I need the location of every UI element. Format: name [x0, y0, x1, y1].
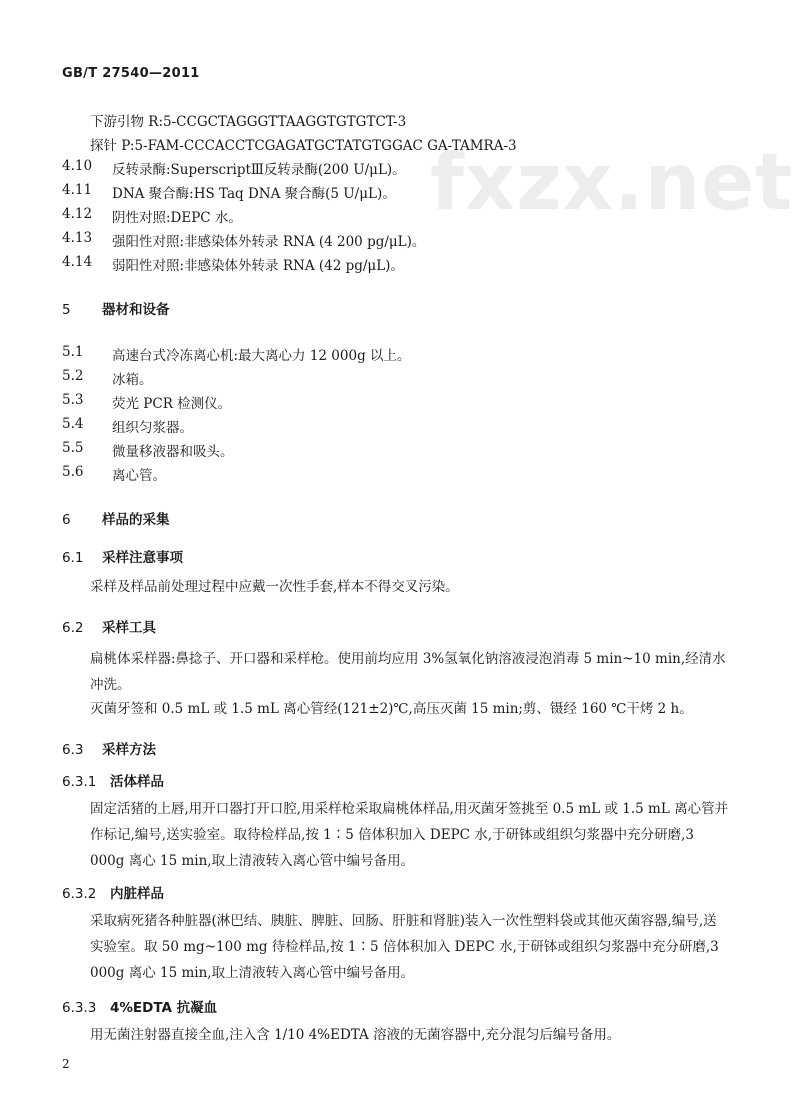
subsection-number: 6.3.2 [62, 886, 97, 902]
subsection-heading [62, 770, 164, 790]
subsection-title: 4%EDTA 抗凝血 [110, 1000, 218, 1016]
paragraph: 采取病死猪各种脏器(淋巴结、胰脏、脾脏、回肠、肝脏和肾脏)装入一次性塑料袋或其他灭菌容器,编号,送实验室。取 50 mg~100 mg 待检样品,按 1∶5 倍体积加入 DEPC 水,于研钵或组织匀浆器中充分研磨,3 000g 离心 15 min,取上清液转入离心管中编号备用。 [90, 913, 719, 981]
item-text: 荧光 PCR 检测仪。 [112, 396, 232, 412]
subsection-heading [62, 738, 156, 758]
item-text: DNA 聚合酶:HS Taq DNA 聚合酶(5 U/μL)。 [112, 186, 396, 202]
item-number: 4.14 [62, 254, 93, 270]
item-text: 高速台式冷冻离心机:最大离心力 12 000g 以上。 [112, 348, 411, 364]
item-number: 5.5 [62, 440, 84, 456]
section-heading [62, 298, 170, 318]
section-number: 5 [62, 302, 71, 318]
item-number: 4.13 [62, 230, 93, 246]
primer-line: 下游引物 R:5-CCGCTAGGGTTAAGGTGTGTCT-3 [90, 114, 407, 130]
section-title: 样品的采集 [102, 512, 170, 528]
item-text: 阴性对照:DEPC 水。 [112, 210, 242, 226]
item-text: 离心管。 [112, 468, 166, 484]
page-number: 2 [62, 1057, 70, 1071]
item-number: 5.6 [62, 464, 84, 480]
item-number: 4.12 [62, 206, 93, 222]
paragraph: 采样及样品前处理过程中应戴一次性手套,样本不得交叉污染。 [90, 579, 459, 595]
item-text: 强阳性对照:非感染体外转录 RNA (4 200 pg/μL)。 [112, 234, 426, 250]
item-number: 5.3 [62, 392, 84, 408]
subsection-heading [62, 546, 183, 566]
item-number: 4.11 [62, 182, 93, 198]
item-number: 5.1 [62, 344, 84, 360]
section-heading [62, 508, 170, 528]
subsection-number: 6.1 [62, 550, 84, 566]
subsection-title: 采样方法 [102, 742, 156, 758]
subsection-heading [62, 616, 156, 636]
item-text: 微量移液器和吸头。 [112, 444, 234, 460]
section-title: 器材和设备 [102, 302, 170, 318]
subsection-title: 活体样品 [110, 774, 164, 790]
item-text: 组织匀浆器。 [112, 420, 193, 436]
item-number: 4.10 [62, 158, 93, 174]
section-number: 6 [62, 512, 71, 528]
item-text: 反转录酶:SuperscriptⅢ反转录酶(200 U/μL)。 [112, 162, 406, 178]
subsection-title: 采样注意事项 [102, 550, 183, 566]
standard-code: GB/T 27540—2011 [62, 66, 200, 81]
subsection-heading [62, 882, 164, 902]
subsection-number: 6.2 [62, 620, 84, 636]
paragraph: 用无菌注射器直接全血,注入含 1/10 4%EDTA 溶液的无菌容器中,充分混匀后编号备用。 [90, 1027, 621, 1043]
watermark: fxzx.net [430, 138, 794, 228]
paragraph: 固定活猪的上唇,用开口器打开口腔,用采样枪采取扁桃体样品,用灭菌牙签挑至 0.5 mL 或 1.5 mL 离心管并作标记,编号,送实验室。取待检样品,按 1∶5 倍体积加入 DEPC 水,于研钵或组织匀浆器中充分研磨,3 000g 离心 15 min,取上清液转入离心管中编号备用。 [90, 801, 729, 869]
subsection-heading [62, 996, 217, 1016]
item-number: 5.2 [62, 368, 84, 384]
subsection-number: 6.3 [62, 742, 84, 758]
subsection-title: 内脏样品 [110, 886, 164, 902]
item-number: 5.4 [62, 416, 84, 432]
paragraph: 扁桃体采样器:鼻捻子、开口器和采样枪。使用前均应用 3%氢氧化钠溶液浸泡消毒 5 min~10 min,经清水冲洗。 [90, 651, 726, 693]
item-text: 冰箱。 [112, 372, 153, 388]
paragraph: 灭菌牙签和 0.5 mL 或 1.5 mL 离心管经(121±2)℃,高压灭菌 15 min;剪、镊经 160 ℃干烤 2 h。 [90, 701, 693, 717]
subsection-title: 采样工具 [102, 620, 156, 636]
probe-line: 探针 P:5-FAM-CCCACCTCGAGATGCTATGTGGAC GA-TAMRA-3 [90, 138, 517, 154]
subsection-number: 6.3.3 [62, 1000, 97, 1016]
subsection-number: 6.3.1 [62, 774, 97, 790]
item-text: 弱阳性对照:非感染体外转录 RNA (42 pg/μL)。 [112, 258, 404, 274]
